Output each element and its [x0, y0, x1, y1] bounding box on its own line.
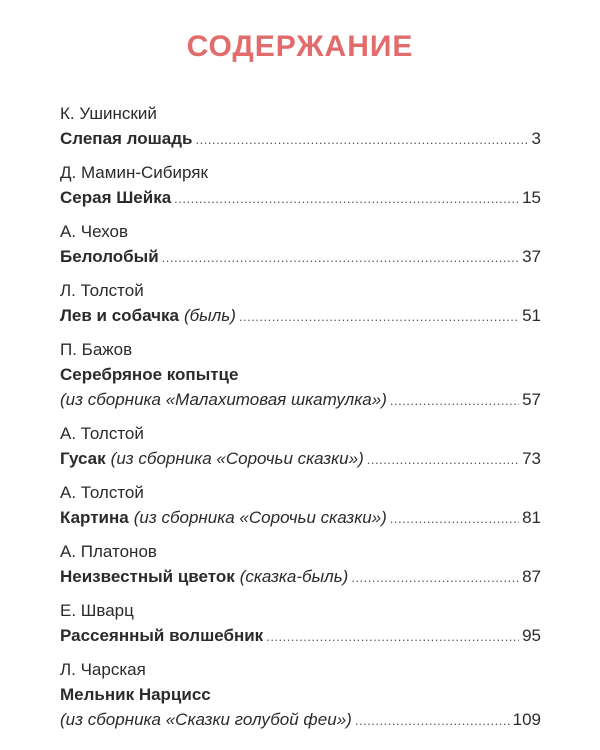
toc-entry-neizvestnyi-tsvetok[interactable]	[60, 539, 541, 589]
toc-heading: СОДЕРЖАНИЕ	[186, 30, 414, 63]
dot-leader	[196, 127, 529, 152]
entry-note-line	[60, 707, 541, 732]
entry-page-number: 3	[531, 129, 541, 148]
entry-title-line	[60, 446, 541, 471]
dot-leader	[162, 245, 519, 270]
toc-entry-rasseyannyi-volshebnik[interactable]	[60, 598, 541, 648]
entry-title: Картина	[60, 508, 129, 527]
toc-entry-belolobyi[interactable]	[60, 219, 541, 269]
entry-note: (быль)	[183, 306, 236, 325]
dot-leader	[355, 708, 510, 733]
entry-page-number: 37	[522, 247, 541, 266]
entry-title: Слепая лошадь	[60, 129, 193, 148]
entry-author: А. Платонов	[60, 542, 157, 561]
entry-author: А. Толстой	[60, 483, 144, 502]
entry-title-line	[60, 623, 541, 648]
table-of-contents	[60, 101, 541, 741]
entry-author: Л. Толстой	[60, 281, 144, 300]
entry-title: Рассеянный волшебник	[60, 626, 264, 645]
toc-entry-serebryanoe-kopyttse[interactable]	[60, 337, 541, 412]
entry-title-line	[60, 505, 541, 530]
entry-title-line	[60, 126, 541, 151]
toc-entry-gusak[interactable]	[60, 421, 541, 471]
toc-entry-kartina[interactable]	[60, 480, 541, 530]
entry-author: А. Чехов	[60, 222, 128, 241]
entry-note: (из сборника «Сорочьи сказки»)	[133, 508, 387, 527]
entry-note-line	[60, 387, 541, 412]
dot-leader	[239, 304, 519, 329]
entry-page-number: 95	[522, 626, 541, 645]
dot-leader	[390, 506, 519, 531]
entry-page-number: 57	[522, 390, 541, 409]
entry-author: Л. Чарская	[60, 660, 146, 679]
entry-note: (из сборника «Малахитовая шкатулка»)	[60, 390, 387, 409]
entry-page-number: 87	[522, 567, 541, 586]
entry-author: Е. Шварц	[60, 601, 134, 620]
entry-author: А. Толстой	[60, 424, 144, 443]
entry-note: (из сборника «Сказки голубой феи»)	[60, 710, 352, 729]
entry-note: (из сборника «Сорочьи сказки»)	[110, 449, 364, 468]
entry-page-number: 81	[522, 508, 541, 527]
entry-title: Серая Шейка	[60, 188, 172, 207]
dot-leader	[351, 565, 519, 590]
toc-entry-seraya-sheika[interactable]	[60, 160, 541, 210]
entry-title: Гусак	[60, 449, 106, 468]
entry-author: Д. Мамин-Сибиряк	[60, 163, 208, 182]
entry-author: К. Ушинский	[60, 104, 157, 123]
entry-title-line	[60, 682, 541, 707]
entry-title: Серебряное копытце	[60, 365, 239, 384]
entry-page-number: 51	[522, 306, 541, 325]
dot-leader	[367, 447, 519, 472]
entry-page-number: 15	[522, 188, 541, 207]
toc-entry-melnik-nartsiss[interactable]	[60, 657, 541, 732]
entry-title: Лев и собачка	[60, 306, 179, 325]
entry-page-number: 109	[512, 710, 541, 729]
entry-title-line	[60, 564, 541, 589]
entry-title: Мельник Нарцисс	[60, 685, 211, 704]
entry-title: Белолобый	[60, 247, 159, 266]
entry-title-line	[60, 244, 541, 269]
dot-leader	[174, 186, 519, 211]
dot-leader	[390, 388, 519, 413]
entry-page-number: 73	[522, 449, 541, 468]
entry-title-line	[60, 362, 541, 387]
entry-title-line	[60, 185, 541, 210]
entry-author: П. Бажов	[60, 340, 133, 359]
entry-title-line	[60, 303, 541, 328]
toc-entry-slepaya-loshad[interactable]	[60, 101, 541, 151]
entry-title: Неизвестный цветок	[60, 567, 235, 586]
toc-entry-lev-i-sobachka[interactable]	[60, 278, 541, 328]
entry-note: (сказка-быль)	[239, 567, 349, 586]
dot-leader	[266, 624, 519, 649]
